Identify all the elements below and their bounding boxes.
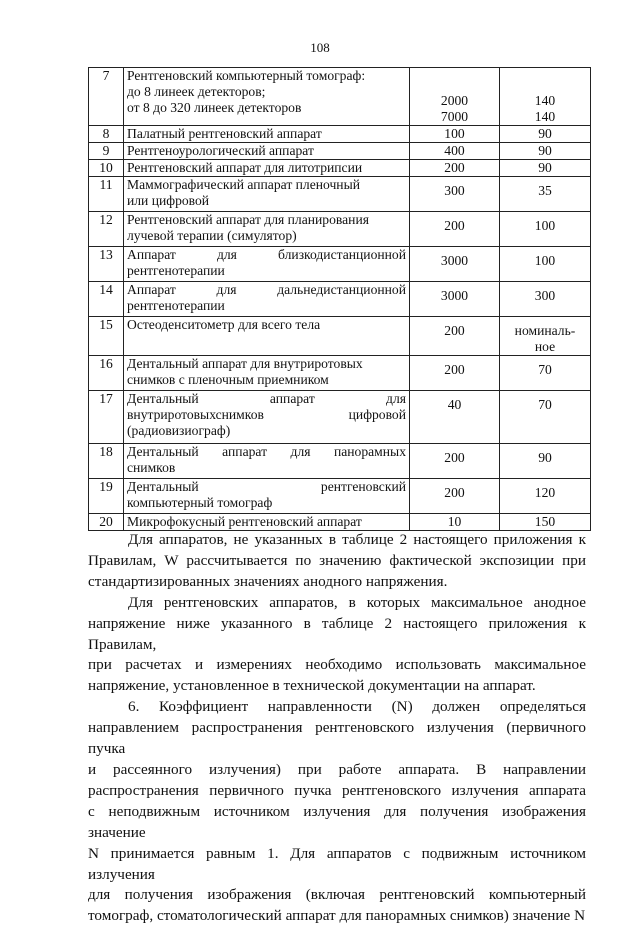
value-column-1 <box>410 212 500 247</box>
row-number: 19 <box>89 479 124 514</box>
table-row <box>89 391 591 444</box>
value-line: 70 <box>538 362 552 377</box>
value-line: 200 <box>444 323 465 338</box>
value-column-1 <box>410 247 500 282</box>
value-column-1 <box>410 282 500 317</box>
value-column-2 <box>500 247 591 282</box>
table-row <box>89 177 591 212</box>
value-line: 10 <box>447 514 462 529</box>
equipment-description <box>124 391 410 444</box>
description-line: Остеоденситометр для всего тела <box>127 317 321 332</box>
value-column-2 <box>500 514 591 531</box>
equipment-description <box>124 212 410 247</box>
equipment-description <box>124 160 410 177</box>
value-line: 200 <box>444 362 465 377</box>
description-line: Маммографический аппарат пленочный <box>127 177 360 192</box>
row-number: 16 <box>89 356 124 391</box>
table-row <box>89 479 591 514</box>
description-line: рентгенотерапии <box>127 298 225 313</box>
value-line: ное <box>534 339 556 354</box>
equipment-description <box>124 143 410 160</box>
value-line: 140 <box>534 109 556 124</box>
value-line: 90 <box>538 450 552 465</box>
value-line: 35 <box>538 183 552 198</box>
table-row <box>89 68 591 126</box>
equipment-description <box>124 444 410 479</box>
description-line: снимков с пленочным приемником <box>127 372 329 387</box>
equipment-description <box>124 479 410 514</box>
paragraph-line: стандартизированных значениях анодного напряжения. <box>88 572 448 590</box>
value-column-1 <box>410 479 500 514</box>
value-column-2 <box>500 317 591 356</box>
row-number: 12 <box>89 212 124 247</box>
description-line: (радиовизиограф) <box>127 423 231 438</box>
paragraph-line: напряжение ниже указанного в таблице 2 настоящего приложения к Правилам, <box>88 614 586 653</box>
paragraph-line: напряжение, установленное в технической документации на аппарат. <box>88 677 536 695</box>
value-column-2 <box>500 391 591 444</box>
value-column-2 <box>500 68 591 126</box>
description-line: Рентгеноурологический аппарат <box>127 143 314 158</box>
equipment-description <box>124 356 410 391</box>
row-number: 17 <box>89 391 124 444</box>
row-number: 7 <box>89 68 124 126</box>
value-line: 90 <box>538 126 552 141</box>
description-line: Дентальный аппарат для внутриротовых <box>127 356 363 371</box>
row-number: 11 <box>89 177 124 212</box>
paragraph-line: 6. Коэффициент направленности (N) должен определяться <box>128 698 586 716</box>
row-number: 10 <box>89 160 124 177</box>
paragraph-line: распространения первичного пучка рентгеновского излучения аппарата <box>88 781 586 799</box>
description-line: лучевой терапии (симулятор) <box>127 228 297 243</box>
description-line: Дентальный аппарат для панорамных <box>127 444 406 459</box>
table-row <box>89 356 591 391</box>
value-line: 300 <box>444 183 465 198</box>
value-line: 200 <box>444 160 465 175</box>
paragraph <box>88 697 586 927</box>
description-line: Рентгеновский компьютерный томограф: <box>127 68 366 83</box>
description-line: Дентальный рентгеновский <box>127 479 406 494</box>
body-text <box>88 530 586 927</box>
value-column-2 <box>500 444 591 479</box>
equipment-description <box>124 126 410 143</box>
value-line: 140 <box>534 93 556 108</box>
table-row <box>89 126 591 143</box>
row-number: 9 <box>89 143 124 160</box>
table-row <box>89 514 591 531</box>
value-column-2 <box>500 212 591 247</box>
value-line: 2000 <box>440 93 469 108</box>
value-column-1 <box>410 444 500 479</box>
value-line: номиналь- <box>514 323 576 338</box>
paragraph-line: с неподвижным источником излучения для получения изображения значение <box>88 802 586 841</box>
value-line: 200 <box>444 485 465 500</box>
table-row <box>89 212 591 247</box>
value-line: 3000 <box>440 288 469 303</box>
value-column-2 <box>500 143 591 160</box>
description-line: Палатный рентгеновский аппарат <box>127 126 322 141</box>
description-line: компьютерный томограф <box>127 495 273 510</box>
description-line: Микрофокусный рентгеновский аппарат <box>127 514 362 529</box>
value-column-1 <box>410 317 500 356</box>
description-line: Аппарат для близкодистанционной <box>127 247 406 262</box>
paragraph <box>88 593 586 698</box>
value-line: 120 <box>534 485 556 500</box>
description-line: до 8 линеек детекторов; <box>127 84 266 99</box>
paragraph-line: Правилам, W рассчитывается по значению фактической экспозиции при <box>88 551 586 569</box>
value-column-2 <box>500 126 591 143</box>
description-line: внутриротовыхснимков цифровой <box>127 407 406 422</box>
value-column-1 <box>410 160 500 177</box>
row-number: 14 <box>89 282 124 317</box>
description-line: от 8 до 320 линеек детекторов <box>127 100 302 115</box>
value-column-2 <box>500 356 591 391</box>
value-line: 200 <box>444 218 465 233</box>
page-number: 108 <box>310 40 330 55</box>
value-column-1 <box>410 177 500 212</box>
table-row <box>89 444 591 479</box>
value-column-2 <box>500 479 591 514</box>
description-line: Дентальный аппарат для <box>127 391 406 406</box>
description-line: снимков <box>127 460 176 475</box>
description-line: Аппарат для дальнедистанционной <box>127 282 406 297</box>
equipment-description <box>124 247 410 282</box>
table-row <box>89 160 591 177</box>
equipment-description <box>124 177 410 212</box>
row-number: 20 <box>89 514 124 531</box>
equipment-description <box>124 68 410 126</box>
description-line: Рентгеновский аппарат для планирования <box>127 212 369 227</box>
value-line: 100 <box>534 253 556 268</box>
value-column-1 <box>410 126 500 143</box>
paragraph-line: N принимается равным 1. Для аппаратов с подвижным источником излучения <box>88 844 586 883</box>
value-line: 3000 <box>440 253 469 268</box>
row-number: 8 <box>89 126 124 143</box>
table-row <box>89 143 591 160</box>
equipment-description <box>124 317 410 356</box>
equipment-description <box>124 514 410 531</box>
value-line: 70 <box>538 397 552 412</box>
equipment-description <box>124 282 410 317</box>
value-line: 150 <box>534 514 556 529</box>
description-line: или цифровой <box>127 193 210 208</box>
paragraph-line: для получения изображения (включая рентгеновский компьютерный <box>88 886 586 904</box>
value-line: 100 <box>534 218 556 233</box>
equipment-table <box>88 67 591 531</box>
value-column-2 <box>500 160 591 177</box>
value-line: 90 <box>538 160 552 175</box>
paragraph-line: Для рентгеновских аппаратов, в которых максимальное анодное <box>128 593 586 611</box>
row-number: 18 <box>89 444 124 479</box>
paragraph-line: томограф, стоматологический аппарат для панорамных снимков) значение N <box>88 907 586 925</box>
value-line: 40 <box>447 397 462 412</box>
table-row <box>89 247 591 282</box>
table-row <box>89 317 591 356</box>
value-line: 200 <box>444 450 465 465</box>
value-column-1 <box>410 356 500 391</box>
row-number: 13 <box>89 247 124 282</box>
paragraph-line: Для аппаратов, не указанных в таблице 2 настоящего приложения к <box>128 531 586 548</box>
row-number: 15 <box>89 317 124 356</box>
value-column-2 <box>500 282 591 317</box>
value-line: 300 <box>534 288 556 303</box>
table-row <box>89 282 591 317</box>
paragraph-line: направлением распространения рентгеновского излучения (первичного пучка <box>88 719 586 758</box>
value-column-1 <box>410 143 500 160</box>
value-line: 90 <box>538 143 552 158</box>
paragraph <box>88 530 586 593</box>
description-line: Рентгеновский аппарат для литотрипсии <box>127 160 363 175</box>
paragraph-line: и рассеянного излучения) при работе аппарата. В направлении <box>88 760 586 778</box>
paragraph-line: при расчетах и измерениях необходимо использовать максимальное <box>88 656 586 674</box>
description-line: рентгенотерапии <box>127 263 225 278</box>
value-line: 100 <box>444 126 465 141</box>
value-column-1 <box>410 391 500 444</box>
value-line: 7000 <box>440 109 469 124</box>
value-column-1 <box>410 514 500 531</box>
value-column-1 <box>410 68 500 126</box>
value-column-2 <box>500 177 591 212</box>
value-line: 400 <box>444 143 465 158</box>
